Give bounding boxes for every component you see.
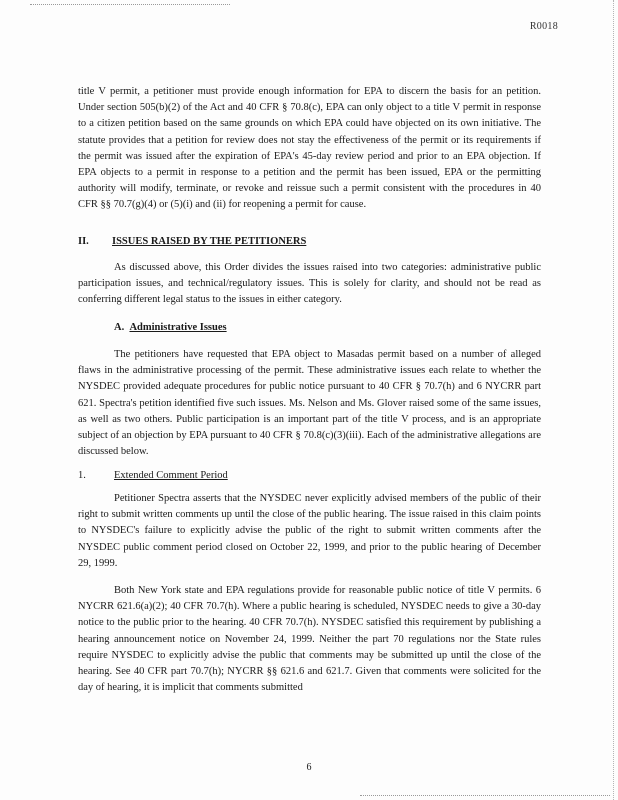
subsection-number: A.: [114, 322, 125, 333]
item-number: 1.: [78, 470, 86, 481]
item-title: Extended Comment Period: [114, 470, 228, 481]
section-title: ISSUES RAISED BY THE PETITIONERS: [112, 236, 307, 247]
paragraph-issue-categories: As discussed above, this Order divides the issues raised into two categories: administrative public participation issues, and technical/regulatory issues. This is solely for clarity, and should not be read as conferring different legal status to the issues in either category.: [78, 262, 541, 306]
subsection-title: Administrative Issues: [129, 322, 227, 333]
paragraph-petition-requirements: title V permit, a petitioner must provide enough information for EPA to discern the basis for an petition. Under section 505(b)(2) of the Act and 40 CFR § 70.8(c), EPA can only object to a title V permit in response to a citizen petition based on the same grounds on which EPA could have objected on its own initiative. The statute provides that a petition for review does not stay the effectiveness of the permit or its requirements if the permit was issued after the expiration of EPA's 45-day review period and prior to an EPA objection. If EPA objects to a permit in response to a petition and the permit has been issued, EPA or the permitting authority will modify, terminate, or revoke and reissue such a permit consistent with the procedures in 40 CFR §§ 70.7(g)(4) or (5)(i) and (ii) for reopening a permit for cause.: [78, 86, 541, 211]
section-heading-issues: [78, 236, 306, 247]
scan-edge-right: [612, 0, 614, 800]
paragraph-administrative-issues: The petitioners have requested that EPA object to Masadas permit based on a number of alleged flaws in the administrative processing of the permit. These administrative issues each relate to whether the NYSDEC provided adequate procedures for public notice pursuant to 40 CFR § 70.7(h) and 6 NYCRR part 621. Spectra's petition identified five such issues. Ms. Nelson and Ms. Glover raised some of the same issues, as well as two others. Public participation is an important part of the title V process, and is an appropriate subject of an objection by EPA pursuant to 40 CFR § 70.8(c)(3)(iii). Each of the administrative allegations are discussed below.: [78, 349, 541, 458]
section-number: II.: [78, 236, 89, 247]
subsection-heading-administrative: [114, 322, 227, 333]
scan-edge-bottom: [360, 795, 610, 797]
page-number: 6: [306, 762, 312, 773]
paragraph-spectra-assertion: Petitioner Spectra asserts that the NYSDEC never explicitly advised members of the public of their right to submit written comments up until the close of the public hearing. The issue raised in this claim points to NYSDEC's failure to explicitly advise the public of the right to submit written comments after the NYSDEC public comment period closed on October 22, 1999, and prior to the public hearing of December 29, 1999.: [78, 493, 541, 569]
scan-edge-top: [30, 4, 230, 6]
document-id: R0018: [529, 21, 558, 32]
paragraph-public-notice-regulations: Both New York state and EPA regulations provide for reasonable public notice of title V permits. 6 NYCRR 621.6(a)(2); 40 CFR 70.7(h). Where a public hearing is scheduled, NYSDEC needs to give a 30-day notice to the public prior to the hearing. 40 CFR 70.7(h). NYSDEC satisfied this requirement by publishing a hearing announcement notice on November 24, 1999. Neither the part 70 regulations nor the State rules require NYSDEC to explicitly advise the public that comments may be submitted up until the close of the hearing. See 40 CFR part 70.7(h); NYCRR §§ 621.6 and 621.7. Given that comments were solicited for the day of hearing, it is implicit that comments submitted: [78, 585, 541, 694]
item-heading-extended-comment: [78, 470, 228, 481]
